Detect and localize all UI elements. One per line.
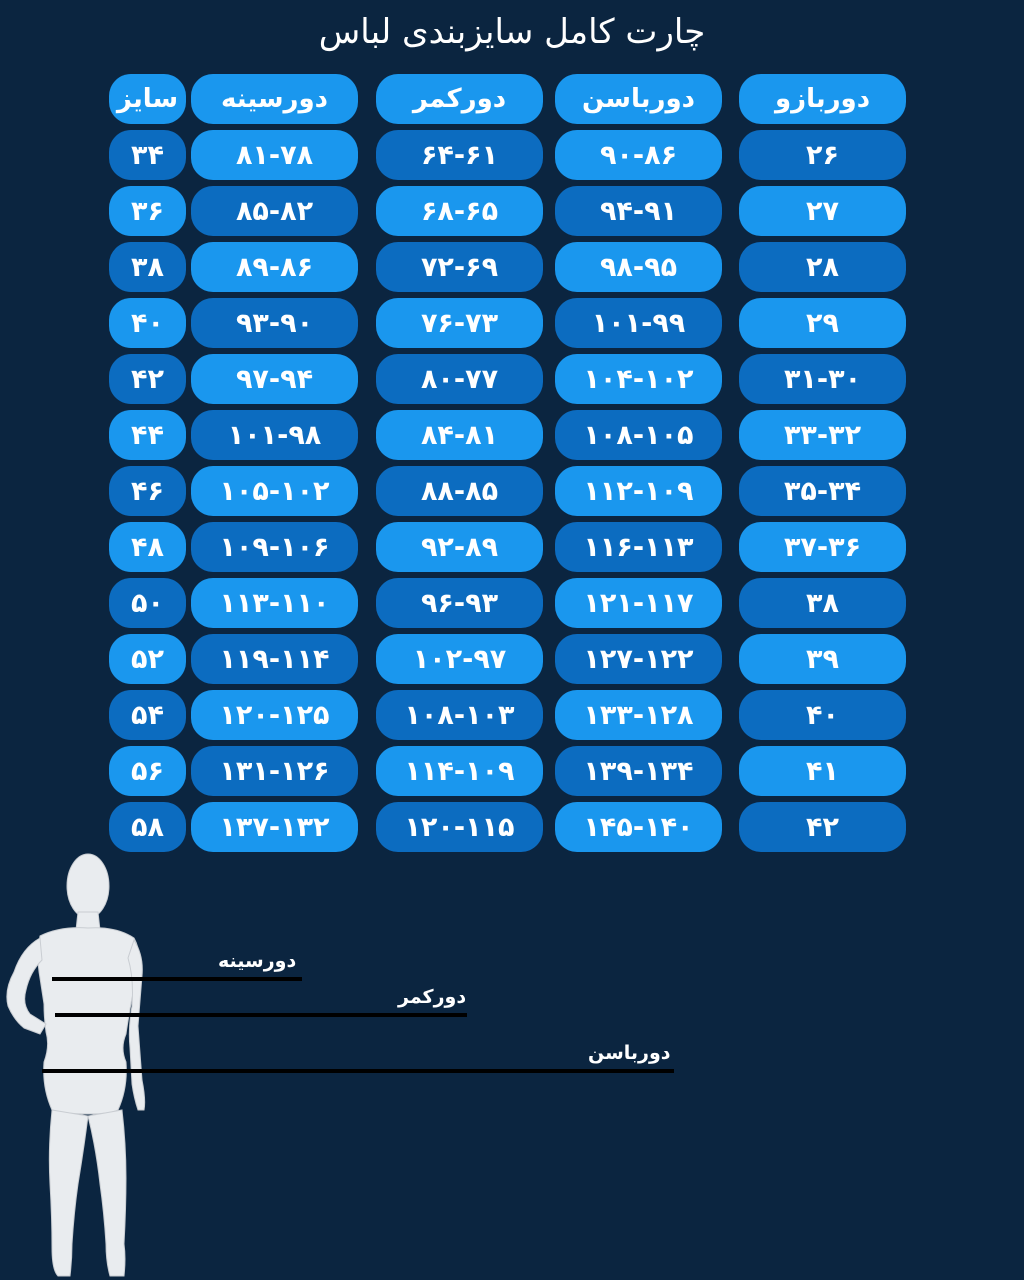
hip-measure-label: دورباسن: [588, 1042, 671, 1064]
cell-hip: ۱۰۴-۱۰۲: [555, 354, 722, 404]
cell-size: ۴۴: [109, 410, 186, 460]
hip-measure-line: [42, 1069, 674, 1073]
cell-hip: ۱۰۸-۱۰۵: [555, 410, 722, 460]
cell-hip: ۱۴۵-۱۴۰: [555, 802, 722, 852]
cell-chest: ۱۰۵-۱۰۲: [191, 466, 358, 516]
waist-measure-line: [55, 1013, 467, 1017]
header-arm: دوربازو: [739, 74, 906, 124]
header-waist: دورکمر: [376, 74, 543, 124]
cell-waist: ۱۱۴-۱۰۹: [376, 746, 543, 796]
cell-arm: ۳۱-۳۰: [739, 354, 906, 404]
mannequin-torso: [38, 928, 139, 1114]
header-size: سایز: [109, 74, 186, 124]
mannequin-figure: [0, 848, 160, 1280]
chest-measure-label: دورسینه: [218, 950, 297, 972]
cell-arm: ۳۹: [739, 634, 906, 684]
cell-size: ۳۸: [109, 242, 186, 292]
cell-size: ۴۰: [109, 298, 186, 348]
cell-chest: ۹۷-۹۴: [191, 354, 358, 404]
cell-hip: ۱۳۳-۱۲۸: [555, 690, 722, 740]
cell-hip: ۱۲۷-۱۲۲: [555, 634, 722, 684]
waist-measure-label: دورکمر: [398, 986, 467, 1008]
cell-hip: ۱۱۲-۱۰۹: [555, 466, 722, 516]
cell-size: ۵۸: [109, 802, 186, 852]
cell-waist: ۱۰۸-۱۰۳: [376, 690, 543, 740]
cell-size: ۵۶: [109, 746, 186, 796]
cell-chest: ۸۹-۸۶: [191, 242, 358, 292]
mannequin-left-leg: [49, 1110, 88, 1276]
cell-arm: ۲۸: [739, 242, 906, 292]
cell-hip: ۱۳۹-۱۳۴: [555, 746, 722, 796]
cell-chest: ۱۱۳-۱۱۰: [191, 578, 358, 628]
cell-arm: ۴۱: [739, 746, 906, 796]
cell-hip: ۹۸-۹۵: [555, 242, 722, 292]
chest-measure-line: [52, 977, 302, 981]
cell-waist: ۸۰-۷۷: [376, 354, 543, 404]
cell-waist: ۷۲-۶۹: [376, 242, 543, 292]
cell-waist: ۸۴-۸۱: [376, 410, 543, 460]
cell-arm: ۳۸: [739, 578, 906, 628]
cell-waist: ۹۶-۹۳: [376, 578, 543, 628]
cell-arm: ۲۶: [739, 130, 906, 180]
cell-chest: ۱۳۱-۱۲۶: [191, 746, 358, 796]
cell-arm: ۳۷-۳۶: [739, 522, 906, 572]
header-chest: دورسینه: [191, 74, 358, 124]
cell-size: ۵۴: [109, 690, 186, 740]
cell-hip: ۹۰-۸۶: [555, 130, 722, 180]
cell-chest: ۱۰۹-۱۰۶: [191, 522, 358, 572]
cell-arm: ۲۷: [739, 186, 906, 236]
cell-waist: ۷۶-۷۳: [376, 298, 543, 348]
cell-chest: ۱۰۱-۹۸: [191, 410, 358, 460]
cell-arm: ۳۵-۳۴: [739, 466, 906, 516]
cell-arm: ۴۰: [739, 690, 906, 740]
cell-hip: ۱۲۱-۱۱۷: [555, 578, 722, 628]
mannequin-right-leg: [88, 1110, 126, 1276]
cell-chest: ۱۱۹-۱۱۴: [191, 634, 358, 684]
cell-chest: ۹۳-۹۰: [191, 298, 358, 348]
cell-size: ۴۶: [109, 466, 186, 516]
cell-chest: ۸۵-۸۲: [191, 186, 358, 236]
mannequin-right-arm: [128, 940, 145, 1110]
page-title: چارت کامل سایزبندی لباس: [318, 12, 706, 52]
cell-size: ۴۸: [109, 522, 186, 572]
cell-hip: ۱۱۶-۱۱۳: [555, 522, 722, 572]
cell-chest: ۱۲۰-۱۲۵: [191, 690, 358, 740]
cell-waist: ۶۸-۶۵: [376, 186, 543, 236]
cell-hip: ۹۴-۹۱: [555, 186, 722, 236]
cell-waist: ۸۸-۸۵: [376, 466, 543, 516]
cell-waist: ۱۰۲-۹۷: [376, 634, 543, 684]
mannequin-head: [67, 854, 109, 918]
header-hip: دورباسن: [555, 74, 722, 124]
cell-size: ۴۲: [109, 354, 186, 404]
cell-arm: ۲۹: [739, 298, 906, 348]
cell-size: ۳۶: [109, 186, 186, 236]
cell-chest: ۱۳۷-۱۳۲: [191, 802, 358, 852]
cell-size: ۵۰: [109, 578, 186, 628]
cell-chest: ۸۱-۷۸: [191, 130, 358, 180]
cell-waist: ۶۴-۶۱: [376, 130, 543, 180]
cell-waist: ۱۲۰-۱۱۵: [376, 802, 543, 852]
cell-arm: ۴۲: [739, 802, 906, 852]
cell-hip: ۱۰۱-۹۹: [555, 298, 722, 348]
cell-arm: ۳۳-۳۲: [739, 410, 906, 460]
mannequin-left-arm: [7, 938, 46, 1034]
cell-size: ۳۴: [109, 130, 186, 180]
cell-waist: ۹۲-۸۹: [376, 522, 543, 572]
cell-size: ۵۲: [109, 634, 186, 684]
